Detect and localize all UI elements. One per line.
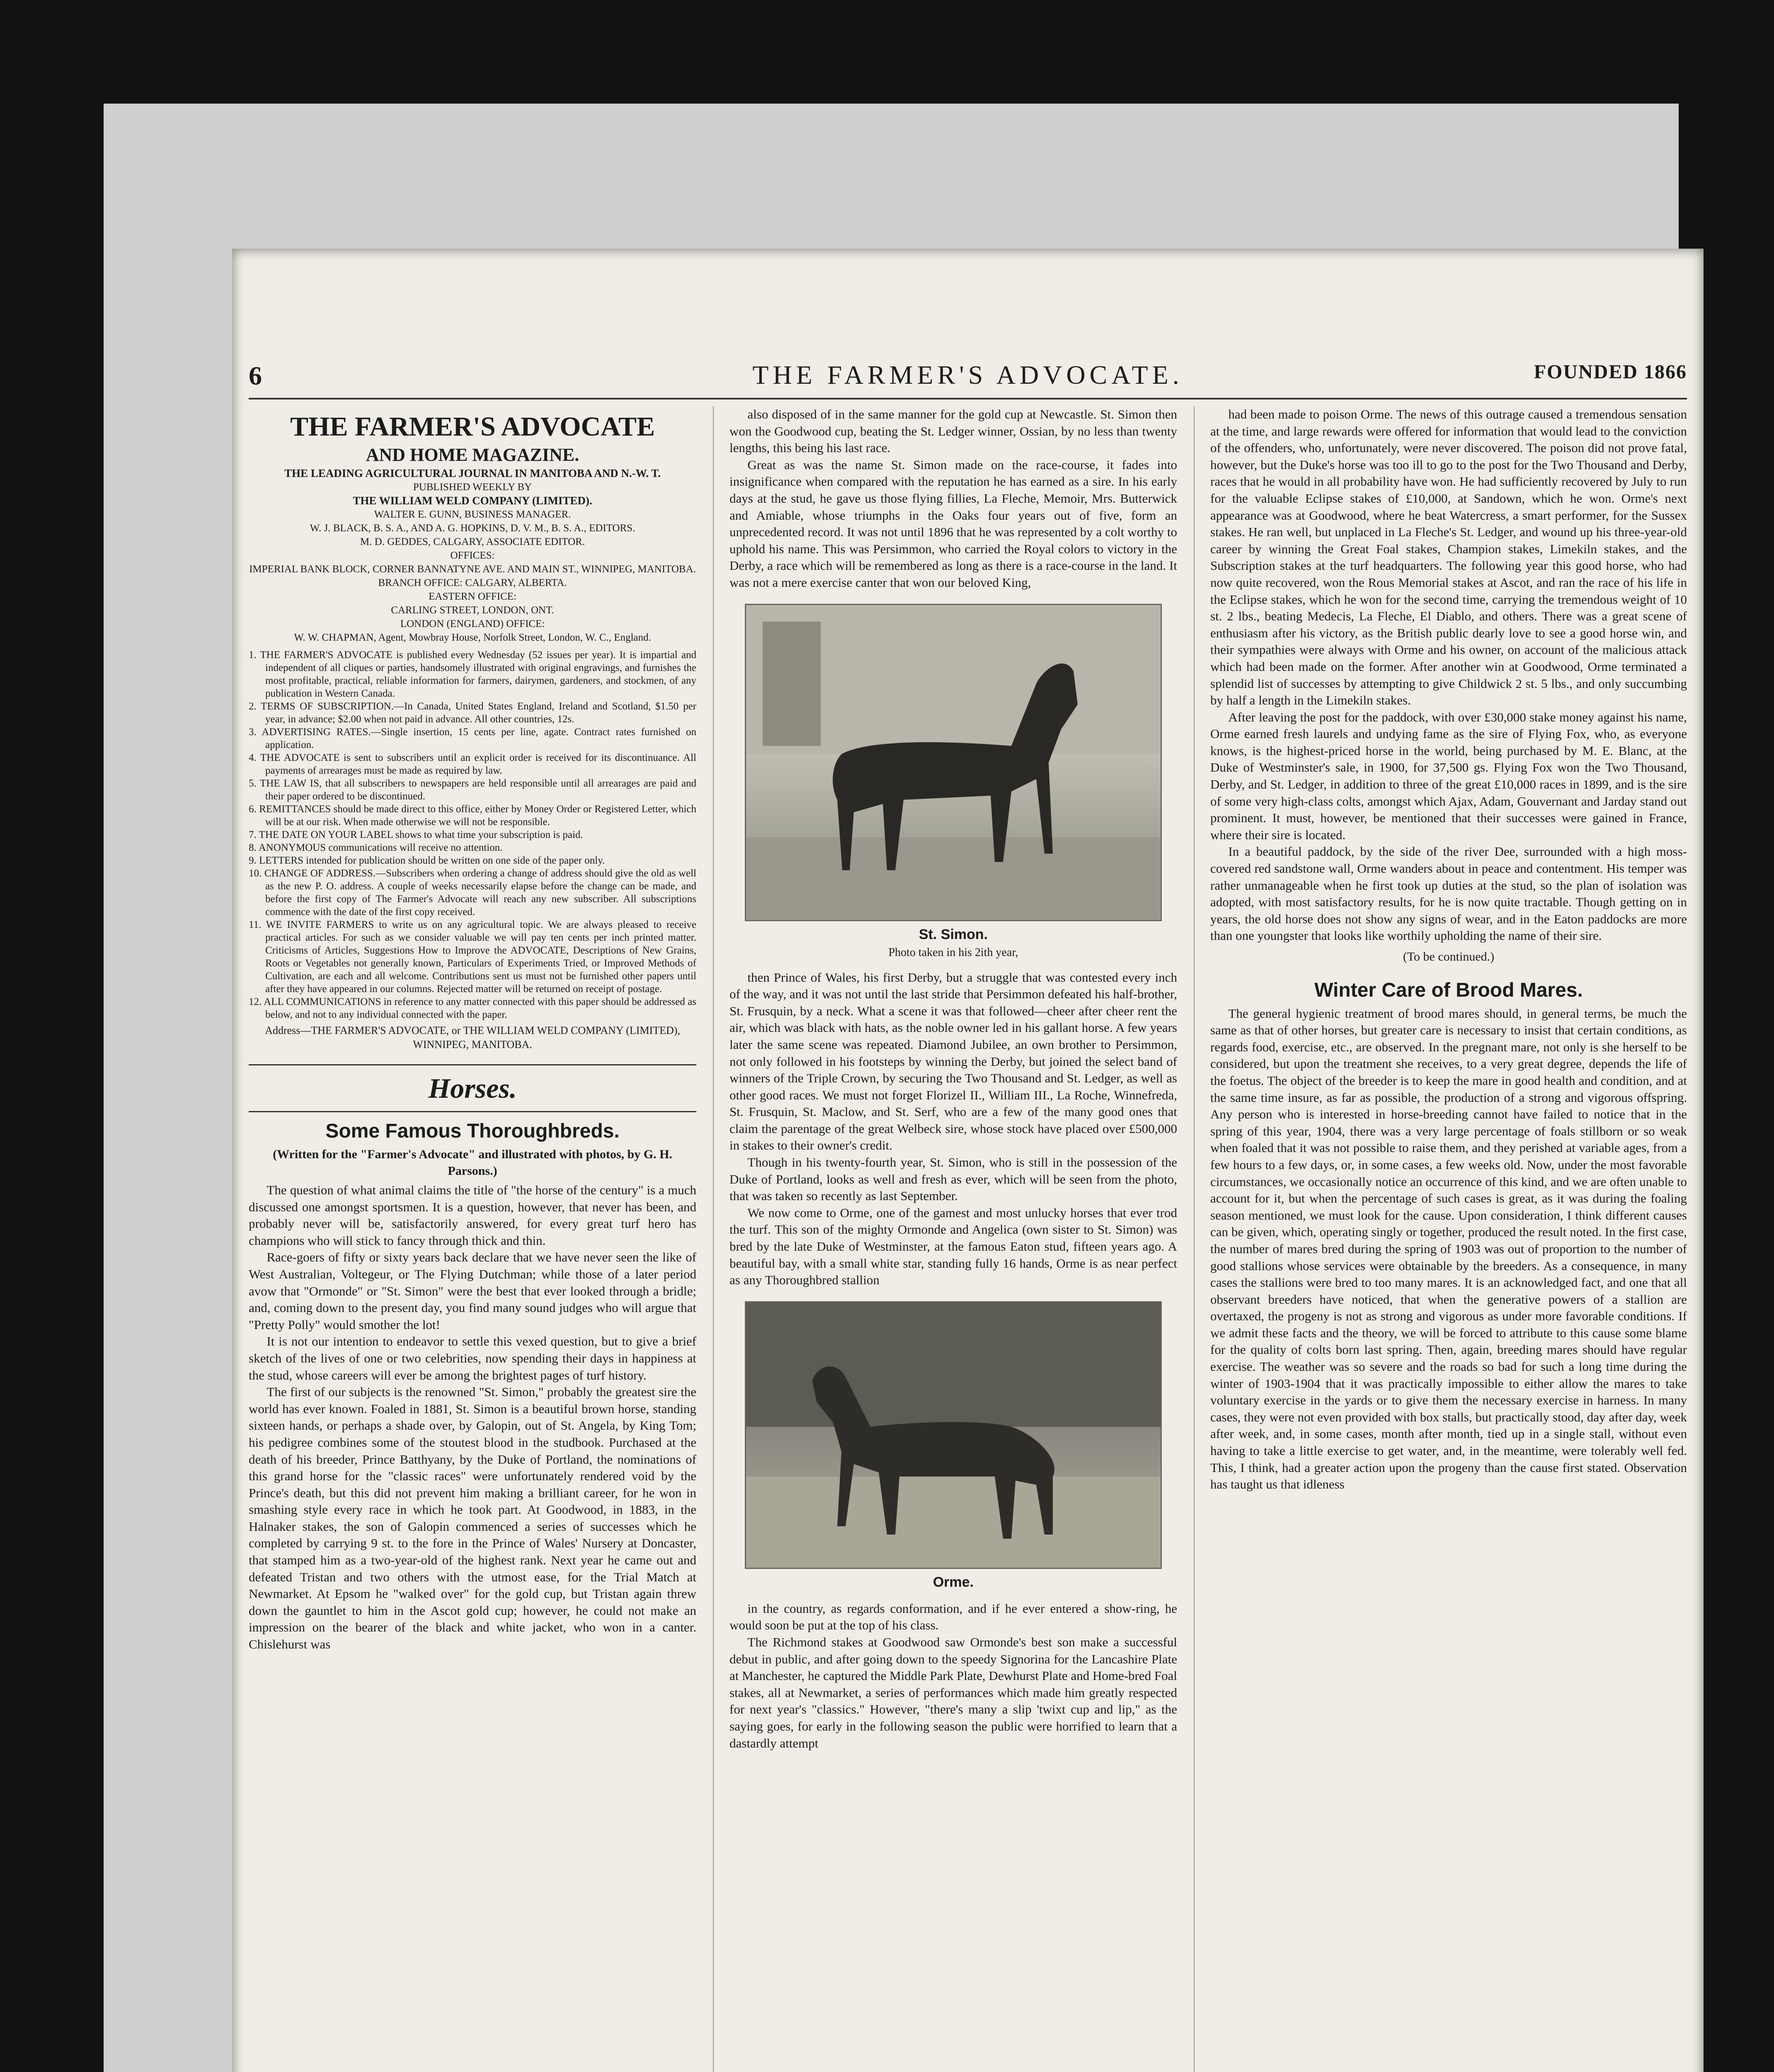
article-paragraph: had been made to poison Orme. The news of this outrage caused a tremendous sensation at the time, and large rewards were offered for information that would lead to the conviction of the offenders, who, unfortunately, were never discovered. The poison did not prove fatal, however, but the Duke's horse was too ill to go to the post for the Two Thousand and Derby, races that he would in all probability have won. He had sufficiently recovered by July to run for the valuable Eclipse stakes of £10,000, at Sandown, which he won. Orme's next appearance was at Goodwood, where he beat Watercress, a smart performer, for the Sussex stakes. He ran well, but unplaced in La Fleche's St. Ledger, and wound up his three-year-old career by winning the Great Foal stakes, Champion stakes, Limekiln stakes, and the Subscription stakes at the turf headquarters. The following year this good horse, who had now quite recovered, won the Rous Memorial stakes at Ascot, and ran the race of his life in the Eclipse stakes, which he won for the second time, carrying the tremendous weight of 10 st. 2 lbs., beating Medecis, La Fleche, El Diablo, and others. There was a great scene of enthusiasm after his victory, as the British public dearly love to see a good horse win, and their sympathies were always with Orme and his owner, on account of the malicious attack which had been made on the former. After another win at Goodwood, Orme terminated a splendid list of successes by attempting to give Childwick 2 st. 5 lbs., and only succumbing by half a length in the Limekiln stakes.: [1210, 407, 1687, 708]
terms-item: 5. THE LAW IS, that all subscribers to newspapers are held responsible until all arrearages are paid and their paper ordered to be discontinued.: [249, 778, 696, 802]
published-by-label: PUBLISHED WEEKLY BY: [413, 482, 532, 493]
masthead: THE FARMER'S ADVOCATE.: [752, 360, 1183, 390]
column-1: [249, 406, 696, 2072]
terms-item: 8. ANONYMOUS communications will receive no attention.: [249, 842, 503, 853]
article-title: Winter Care of Brood Mares.: [1314, 979, 1583, 1001]
article-paragraph: also disposed of in the same manner for the gold cup at Newcastle. St. Simon then won the Goodwood cup, beating the St. Ledger winner, Ossian, by no less than twenty lengths, this being his last race.: [729, 407, 1177, 455]
staff-line: W. J. BLACK, B. S. A., AND A. G. HOPKINS, D. V. M., B. S. A., EDITORS.: [310, 523, 635, 534]
founded-label: FOUNDED 1866: [1534, 361, 1687, 383]
column-2: [729, 406, 1177, 2072]
article-paragraph: The Richmond stakes at Goodwood saw Ormonde's best son make a successful debut in public, and after going down to the speedy Signorina for the Lancashire Plate at Manchester, he captured the Middle Park Plate, Dewhurst Plate and Home-bred Foal stakes, all at Newmarket, a series of performances which made him greatly respected for next year's "classics." However, "there's many a slip 'twixt cup and lip," as the saying goes, for early in the following season the public were horrified to learn that a dastardly attempt: [729, 1635, 1177, 1750]
section-heading: Horses.: [249, 1064, 696, 1112]
publication-subtitle: AND HOME MAGAZINE.: [366, 445, 579, 465]
page-number: 6: [249, 361, 262, 390]
horse-silhouette-icon: [746, 1302, 1161, 1568]
photo-subcaption: Photo taken in his 2ith year,: [888, 946, 1018, 959]
staff-line: WALTER E. GUNN, BUSINESS MANAGER.: [374, 509, 571, 520]
publisher-name: THE WILLIAM WELD COMPANY (LIMITED).: [353, 494, 592, 507]
article-title: Some Famous Thoroughbreds.: [325, 1120, 620, 1142]
orme-photo: [745, 1301, 1162, 1569]
column-divider: [713, 406, 714, 2072]
header-rule: [249, 398, 1687, 399]
article-paragraph: Race-goers of fifty or sixty years back declare that we have never seen the like of West Australian, Voltegeur, or The Flying Dutchman; while those of a later period avow that "Ormonde" or "St. Simon" were the best that ever looked through a bridle; and, coming down to the present day, you find many sound judges who will argue that "Pretty Polly" would smother the lot!: [249, 1250, 696, 1332]
office-line: BRANCH OFFICE: CALGARY, ALBERTA.: [378, 577, 567, 588]
office-line: CARLING STREET, LONDON, ONT.: [391, 605, 554, 616]
terms-item: 10. CHANGE OF ADDRESS.—Subscribers when ordering a change of address should give the old as well as the new P. O. address. A couple of weeks necessarily elapse before the change can be made, and before the first copy of The Farmer's Advocate will reach any new subscriber. All subscriptions commence with the date of the first copy received.: [249, 868, 696, 917]
article-paragraph: in the country, as regards conformation, and if he ever entered a show-ring, he would soon be put at the top of his class.: [729, 1601, 1177, 1633]
article-paragraph: It is not our intention to endeavor to settle this vexed question, but to give a brief sketch of the lives of one or two celebrities, now spending their days in happiness at the stud, whose careers will ever be among the brightest pages of turf history.: [249, 1334, 696, 1382]
article-paragraph: After leaving the post for the paddock, with over £30,000 stake money against his name, Orme earned fresh laurels and undying fame as the sire of Flying Fox, who, as everyone knows, is the highest-priced horse in the world, being purchased by M. E. Blanc, at the Duke of Westminster's sale, in 1900, for 37,500 gs. Flying Fox won the Two Thousand, Derby, and St. Ledger, in addition to three of the great £10,000 races in 1899, and is the sire of some very high-class colts, amongst which Ajax, Adam, Gouvernant and Jarday stand out prominent. It must, however, be mentioned that their successes were gained in France, where their sire is located.: [1210, 709, 1687, 842]
staff-line: M. D. GEDDES, CALGARY, ASSOCIATE EDITOR.: [360, 536, 585, 547]
office-line: IMPERIAL BANK BLOCK, CORNER BANNATYNE AVE. AND MAIN ST., WINNIPEG, MANITOBA.: [249, 564, 696, 575]
mailing-address: Address—THE FARMER'S ADVOCATE, or THE WILLIAM WELD COMPANY (LIMITED), WINNIPEG, MANITOBA.: [265, 1024, 680, 1051]
article-paragraph: The first of our subjects is the renowned "St. Simon," probably the greatest sire the world has ever known. Foaled in 1881, St. Simon is a beautiful brown horse, standing sixteen hands, or perhaps a shade over, by Galopin, out of St. Angela, by King Tom; his pedigree combines some of the stoutest blood in the studbook. Purchased at the death of his breeder, Prince Batthyany, by the Duke of Portland, the nominations of this grand horse for the "classic races" were unfortunately rendered void by the Prince's death, but this did not prevent him making a brilliant career, for he won in smashing style every race in which he took part. At Goodwood, in 1883, in the Halnaker stakes, the son of Galopin commenced a series of successes which he completed by carrying 9 st. to the fore in the Prince of Wales' Nursery at Doncaster, that stamped him as a two-year-old of the highest rank. Next year he came out and defeated Tristan and two others with the utmost ease, for the Trial Match at Newmarket. At Epsom he "walked over" for the gold cup, but Tristan again threw down the gauntlet to him in the Ascot gold cup; however, he could not make an impression on the bearer of the black and white jacket, who won in a canter. Chislehurst was: [249, 1385, 696, 1652]
article-paragraph: In a beautiful paddock, by the side of the river Dee, surrounded with a high moss-covered red sandstone wall, Orme wanders about in peace and contentment. His temper was rather unmanageable when he first took up duties at the stud, so the plan of isolation was adopted, with most satisfactory results, for he is now quite tractable. Though getting on in years, the old horse does not show any signs of wear, and in the Eaton paddocks are more than one youngster that looks like worthily upholding the name of their sire.: [1210, 844, 1687, 943]
terms-item: 9. LETTERS intended for publication should be written on one side of the paper only.: [249, 855, 605, 866]
st-simon-photo: [745, 604, 1162, 921]
photo-caption: Orme.: [933, 1574, 974, 1590]
newspaper-page: [232, 249, 1704, 2072]
article-paragraph: The question of what animal claims the title of "the horse of the century" is a much discussed one amongst sportsmen. It is a question, however, that never has been, and probably never will be, satisfactorily answered, for every great turf hero has champions who will stick to fancy through thick and thin.: [249, 1183, 696, 1248]
offices-label: OFFICES:: [450, 550, 495, 561]
article-paragraph: Great as was the name St. Simon made on the race-course, it fades into insignificance when compared with the reputation he has earned as a sire. In his early days at the stud, he gave us those flying fillies, La Fleche, Memoir, Mrs. Butterwick and Amiable, whose triumphs in the Oaks four years out of five, form an unprecedented record. It was not until 1896 that he was represented by a colt worthy to uphold his name. This was Persimmon, who carried the Royal colors to victory in the Derby, a race which will be remembered as long as there is a race-course in the land. It was not a mere exercise canter that won our beloved King,: [729, 457, 1177, 590]
article-paragraph: We now come to Orme, one of the gamest and most unlucky horses that ever trod the turf. This son of the mighty Ormonde and Angelica (own sister to St. Simon) was bred by the late Duke of Westminster, at the famous Eaton stud, fifteen years ago. A beautiful bay, with a small white star, standing fully 16 hands, Orme is as near perfect as any Thoroughbred stallion: [729, 1205, 1177, 1288]
terms-item: 1. THE FARMER'S ADVOCATE is published every Wednesday (52 issues per year). It is impartial and independent of all cliques or parties, handsomely illustrated with original engravings, and furnishes the most profitable, practical, reliable information for farmers, dairymen, gardeners, and stockmen, of any publication in Western Canada.: [249, 649, 696, 699]
terms-item: 2. TERMS OF SUBSCRIPTION.—In Canada, United States England, Ireland and Scotland, $1.50 per year, in advance; $2.00 when not paid in advance. All other countries, 12s.: [249, 701, 696, 725]
terms-item: 11. WE INVITE FARMERS to write us on any agricultural topic. We are always pleased to receive practical articles. For such as we consider valuable we will pay ten cents per inch printed matter. Criticisms of Articles, Suggestions How to Improve the ADVOCATE, Descriptions of New Grains, Roots or Vegetables not generally known, Particulars of Experiments Tried, or Improved Methods of Cultivation, are each and all welcome. Contributions sent us must not be furnished other papers until after they have appeared in our columns. Rejected matter will be returned on receipt of postage.: [249, 919, 696, 995]
column-divider: [1194, 406, 1195, 2072]
terms-item: 7. THE DATE ON YOUR LABEL shows to what time your subscription is paid.: [249, 829, 583, 840]
article-paragraph: then Prince of Wales, his first Derby, but a struggle that was contested every inch of the way, and it was not until the last stride that Persimmon defeated his half-brother, St. Frusquin, by a neck. What a scene it was that followed—cheer after cheer rent the air, which was black with hats, as the noble owner led in his gallant horse. A few years later the same scene was repeated. Diamond Jubilee, an own brother to Persimmon, not only followed in his footsteps by winning the Derby, but joined the select band of winners of the Triple Crown, by securing the Two Thousand and St. Ledger, as well as other good races. We must not forget Florizel II., William III., La Roche, Winnefreda, St. Frusquin, St. Maclow, and St. Serf, who are a few of the many good ones that claim the parentage of the great Welbeck sire, whose stock have placed over £500,000 in stakes to their owner's credit.: [729, 970, 1177, 1153]
article-paragraph: The general hygienic treatment of brood mares should, in general terms, be much the same as that of other horses, but greater care is necessary to insist that certain conditions, as regards food, exercise, etc., are observed. In the pregnant mare, not only is she herself to be considered, but upon the treatment she receives, to a very great degree, depends the life of the foetus. The object of the breeder is to keep the mare in good health and condition, and at the same time insure, as far as possible, the production of a strong and vigorous offspring. Any person who is interested in horse-breeding cannot have failed to notice that in the spring of this year, 1904, there was a very large percentage of foals stillborn or so weak when foaled that it was not possible to raise them, and they perished at variable ages, from a few hours to a few days, or, in some cases, a few weeks old. Now, under the most favorable circumstances, we occasionally notice an occurrence of this kind, and we are often unable to account for it, but when the percentage of such cases is great, as it was during the foaling season mentioned, we must look for the cause. Upon consideration, I think different causes can be given, which, operating singly or together, produced the result noted. In the first case, the number of mares bred during the spring of 1903 was out of proportion to the number of good stallions whose services were obtainable by the breeders. As a consequence, in many cases the stallions were bred to too many mares. It is an acknowledged fact, and one that all observant breeders have noticed, that when the generative powers of a stallion are overtaxed, the progeny is not as strong and vigorous as under more favorable conditions. If we admit these facts and the theory, we will be forced to attribute to this cause some blame for the quality of colts born last spring. Then, again, breeding mares should have regular exercise. The weather was so severe and the roads so bad for such a long time during the winter of 1903-1904 that it was practically impossible to either allow the mares to take voluntary exercise in the yards or to give them the necessary exercise in harness. In many cases, they were not even provided with box stalls, but practically stood, day after day, week after week, and, in some cases, month after month, tied up in a single stall, without even having to take a little exercise to get water, and, in the meantime, were tolerably well fed. This, I think, had a greater action upon the progeny than the cause first stated. Observation has taught us that idleness: [1210, 1006, 1687, 1492]
terms-item: 6. REMITTANCES should be made direct to this office, either by Money Order or Registered Letter, which will be at our risk. When made otherwise we will not be responsible.: [249, 804, 696, 828]
photo-caption: St. Simon.: [919, 926, 988, 942]
terms-item: 3. ADVERTISING RATES.—Single insertion, 15 cents per line, agate. Contract rates furnished on application.: [249, 726, 696, 750]
article-paragraph: Though in his twenty-fourth year, St. Simon, who is still in the possession of the Duke of Portland, looks as well and fresh as ever, which will be seen from the photo, that was taken so recently as last September.: [729, 1155, 1177, 1203]
publication-title: THE FARMER'S ADVOCATE: [290, 411, 655, 442]
column-3: [1210, 406, 1687, 2072]
horse-silhouette-icon: [746, 605, 1161, 920]
terms-item: 12. ALL COMMUNICATIONS in reference to any matter connected with this paper should be addressed as below, and not to any individual connected with the paper.: [249, 996, 696, 1020]
office-line: EASTERN OFFICE:: [429, 591, 516, 602]
terms-item: 4. THE ADVOCATE is sent to subscribers until an explicit order is received for its discontinuance. All payments of arrearages must be made as required by law.: [249, 752, 696, 776]
continued-note: (To be continued.): [1403, 950, 1495, 963]
office-line: W. W. CHAPMAN, Agent, Mowbray House, Norfolk Street, London, W. C., England.: [294, 632, 651, 643]
article-byline: (Written for the "Farmer's Advocate" and illustrated with photos, by G. H. Parsons.): [273, 1147, 672, 1178]
publication-tagline: THE LEADING AGRICULTURAL JOURNAL IN MANITOBA AND N.-W. T.: [284, 467, 661, 479]
office-line: LONDON (ENGLAND) OFFICE:: [400, 618, 545, 629]
